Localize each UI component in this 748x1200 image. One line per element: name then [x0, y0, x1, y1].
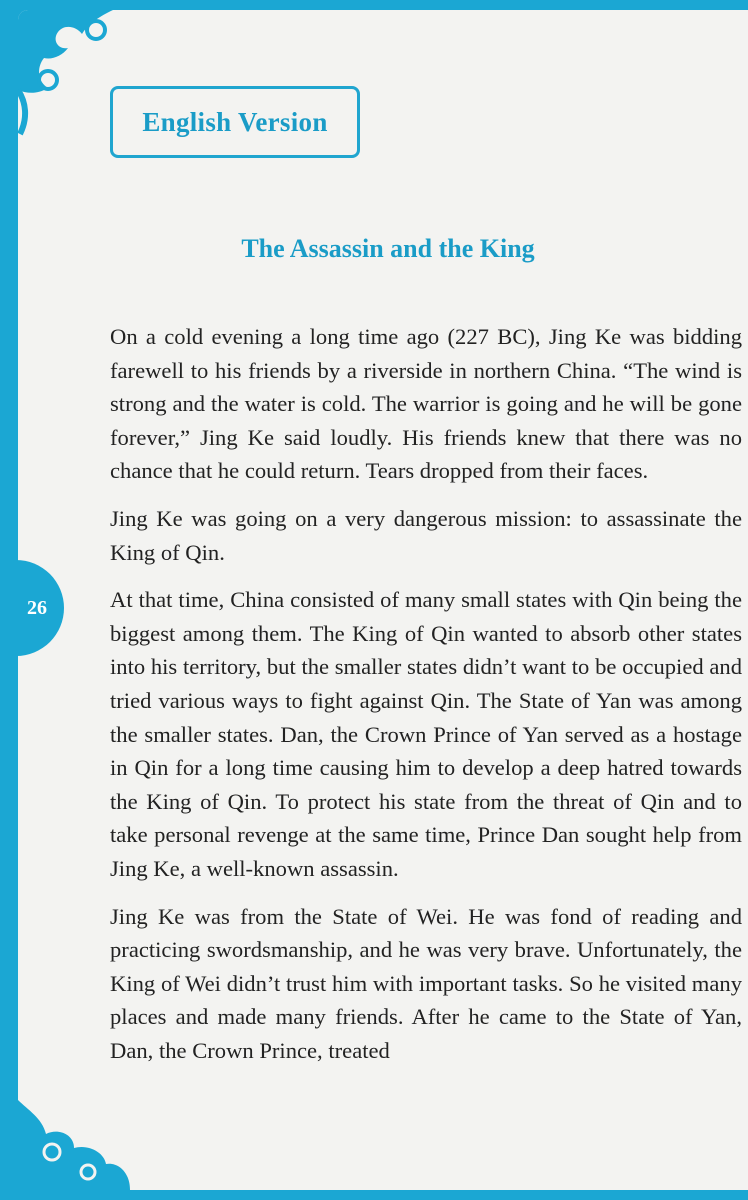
book-page	[18, 10, 748, 1190]
paragraph: Jing Ke was from the State of Wei. He was fond of reading and practicing swordsmanship, and he was very brave. Unfortunately, the King of Wei didn’t trust him with important tasks. So he visited many places and made many friends. After he came to the State of Yan, Dan, the Crown Prince, treated	[110, 903, 742, 1063]
story-title: The Assassin and the King	[241, 234, 535, 263]
paragraph: Jing Ke was going on a very dangerous mission: to assassinate the King of Qin.	[110, 505, 742, 565]
cloud-scroll-ornament-icon	[18, 1100, 138, 1190]
paragraph: At that time, China consisted of many small states with Qin being the biggest among them. The King of Qin wanted to absorb other states into his territory, but the smaller states didn’t want to be occupied and tried various ways to fight against Qin. The State of Yan was among the smaller states. Dan, the Crown Prince of Yan served as a hostage in Qin for a long time causing him to develop a deep hatred towards the King of Qin. To protect his state from the threat of Qin and to take personal revenge at the same time, Prince Dan sought help from Jing Ke, a well-known assassin.	[110, 587, 742, 881]
english-version-label: English Version	[110, 86, 360, 158]
paragraph: On a cold evening a long time ago (227 BC), Jing Ke was bidding farewell to his friends by a riverside in northern China. “The wind is strong and the water is cold. The warrior is going and he will be gone forever,” Jing Ke said loudly. His friends knew that there was no chance that he could return. Tears dropped from their faces.	[110, 324, 742, 484]
page-number: 26	[27, 596, 47, 619]
story-body	[110, 320, 742, 1081]
